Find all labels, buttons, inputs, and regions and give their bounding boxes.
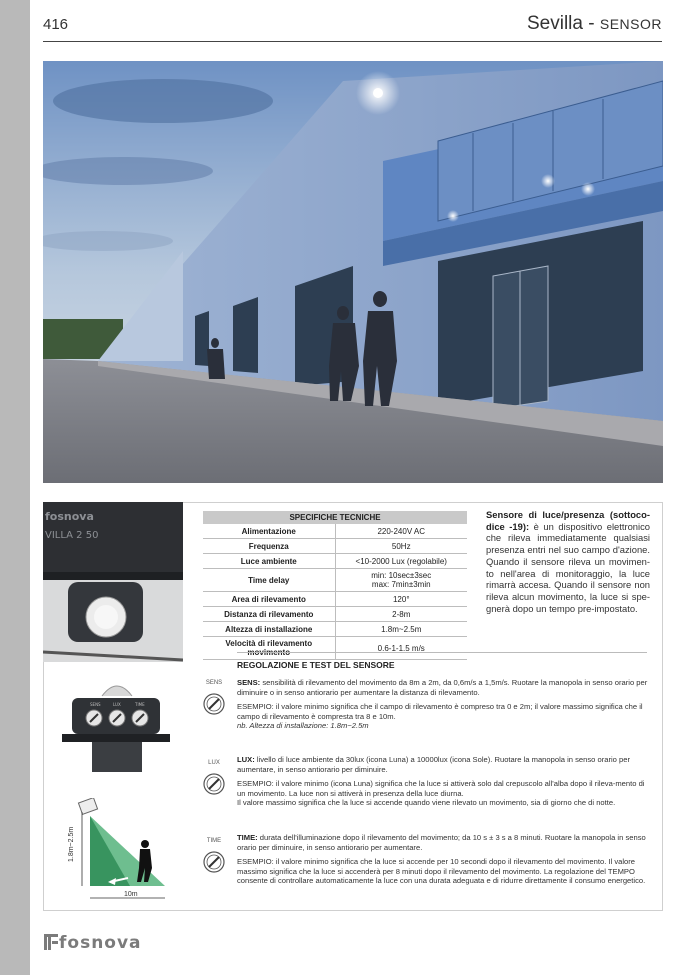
sensor-intro	[486, 509, 650, 614]
sens-example: ESEMPIO: il valore minimo significa che il campo di rilevamento è compreso tra 0 e 2m; il valore massimo significa che il campo di rilevamento è compresta tra 8 e 10m.	[237, 702, 643, 721]
table-row	[203, 592, 467, 607]
side-bar	[0, 0, 30, 975]
time-knob	[198, 838, 230, 878]
lux-knob	[198, 760, 230, 800]
spec-table-heading: SPECIFICHE TECNICHE	[203, 511, 467, 524]
spec-value: <10-2000 Lux (regolabile)	[335, 554, 467, 569]
sens-knob	[198, 680, 230, 720]
spec-value: 50Hz	[335, 539, 467, 554]
lux-lead: LUX:	[237, 755, 255, 764]
spec-label: Time delay	[203, 569, 335, 592]
lux-section	[237, 755, 649, 813]
section-divider	[237, 652, 647, 653]
time-section	[237, 833, 649, 891]
sens-note: nb. Altezza di installazione: 1.8m~2.5m	[237, 721, 369, 731]
spec-table	[203, 511, 467, 660]
lux-text: livello di luce ambiente da 30lux (icona Luna) a 10000lux (icona Sole). Ruotare la manopola in senso orario per aumentare, in senso antiorario per diminuire.	[237, 755, 630, 774]
time-text: durata dell'illuminazione dopo il rilevamento del movimento; da 10 s ± 3 s a 8 minuti. Ruotare la manopola in senso orario per diminuire, in senso antiorario per aumentare.	[237, 833, 646, 852]
hero-photo	[43, 61, 663, 483]
header-divider	[43, 41, 662, 42]
spec-value	[335, 569, 467, 592]
spec-label: Velocità di rilevamento	[203, 637, 335, 660]
spec-value: 1.8m~2.5m	[335, 622, 467, 637]
spec-value: 2-8m	[335, 607, 467, 622]
height-dimension-label: 1.8m~2.5m	[68, 826, 75, 862]
footer-logo-text: fosnova	[59, 933, 142, 953]
sens-section	[237, 678, 649, 736]
spec-label: Frequenza	[203, 539, 335, 554]
time-example: ESEMPIO: il valore minimo significa che la luce si accende per 10 secondi dopo il rilevamento del movimento. Il valore massimo significa che la luce si accenderà per 8 minuti dopo il rilevamento del movimento. La regolazione del TEMPO consente di controllare automaticamente la luce con una durata adeguata e di ridurre direttamente il consumo energetico.	[237, 857, 646, 886]
regolazione-title: REGOLAZIONE E TEST DEL SENSORE	[237, 660, 395, 670]
footer-logo	[44, 933, 142, 953]
spec-label: Area di rilevamento	[203, 592, 335, 607]
device-knob-label-sens: SENS	[90, 702, 101, 707]
time-lead: TIME:	[237, 833, 258, 842]
device-model-text: VILLA 2 50	[45, 530, 99, 541]
sensor-intro-text: è un dispositivo elettronico che rileva immediatamente qualsiasi presenza entri nel suo campo d'azione. Quando il sensore rileva un movimen-to nell'area di monitoraggio, la luce rimarrà accesa. Quando il sensore non rileva alcun movimento, la luce si spe-gnerà dopo un tempo pre-impostato.	[486, 520, 650, 614]
detection-diagram	[70, 798, 200, 904]
device-knob-label-time: TIME	[135, 702, 145, 707]
table-row	[203, 569, 467, 592]
spec-label: Distanza di rilevamento	[203, 607, 335, 622]
time-knob-label: TIME	[206, 838, 222, 844]
device-knobs-illustration	[62, 676, 172, 776]
spec-label: Alimentazione	[203, 524, 335, 539]
lux-example-2: Il valore massimo significa che la luce si accende quando viene rilevato un movimento, sia di giorno che di notte.	[237, 798, 616, 808]
sens-lead: SENS:	[237, 678, 261, 687]
title-subtitle: SENSOR	[599, 16, 662, 32]
spec-label: Luce ambiente	[203, 554, 335, 569]
page-title	[527, 13, 662, 35]
title-main: Sevilla	[527, 13, 583, 34]
table-row	[203, 554, 467, 569]
device-photo	[43, 502, 183, 662]
page-number: 416	[43, 16, 69, 33]
sens-text: sensibilità di rilevamento del movimento da 8m a 2m, da 0,6m/s a 1,5m/s. Ruotare la manopola in senso orario per diminuire o in senso antiorario per aumentare la distanza di rilevamento.	[237, 678, 648, 697]
sens-knob-label: SENS	[205, 680, 223, 686]
lux-knob-label: LUX	[208, 760, 220, 766]
table-row	[203, 539, 467, 554]
sensor-intro-lead: Sensore di luce/presenza (sottoco-dice -19):	[486, 509, 650, 532]
spec-label: Altezza di installazione	[203, 622, 335, 637]
table-row	[203, 607, 467, 622]
device-brand-text: fosnova	[45, 510, 94, 523]
spec-value: 0.6-1-1.5 m/s	[335, 637, 467, 660]
spec-value-max: max: 7min±3min	[371, 580, 431, 589]
table-row	[203, 622, 467, 637]
lux-example: ESEMPIO: il valore minimo (icona Luna) significa che la luce si attiverà solo dal crepuscolo all'alba dopo il rileva-mento di un movimento. La luce non si attiverà in presenza della luce diurna.	[237, 779, 645, 798]
spec-value: 220-240V AC	[335, 524, 467, 539]
table-row	[203, 524, 467, 539]
spec-value: 120°	[335, 592, 467, 607]
distance-dimension-label: 10m	[124, 891, 138, 898]
device-knob-label-lux: LUX	[113, 702, 121, 707]
table-row	[203, 637, 467, 660]
title-separator: -	[588, 13, 595, 34]
spec-value-min: min: 10sec±3sec	[371, 571, 432, 580]
fosnova-logo-icon	[44, 934, 58, 950]
